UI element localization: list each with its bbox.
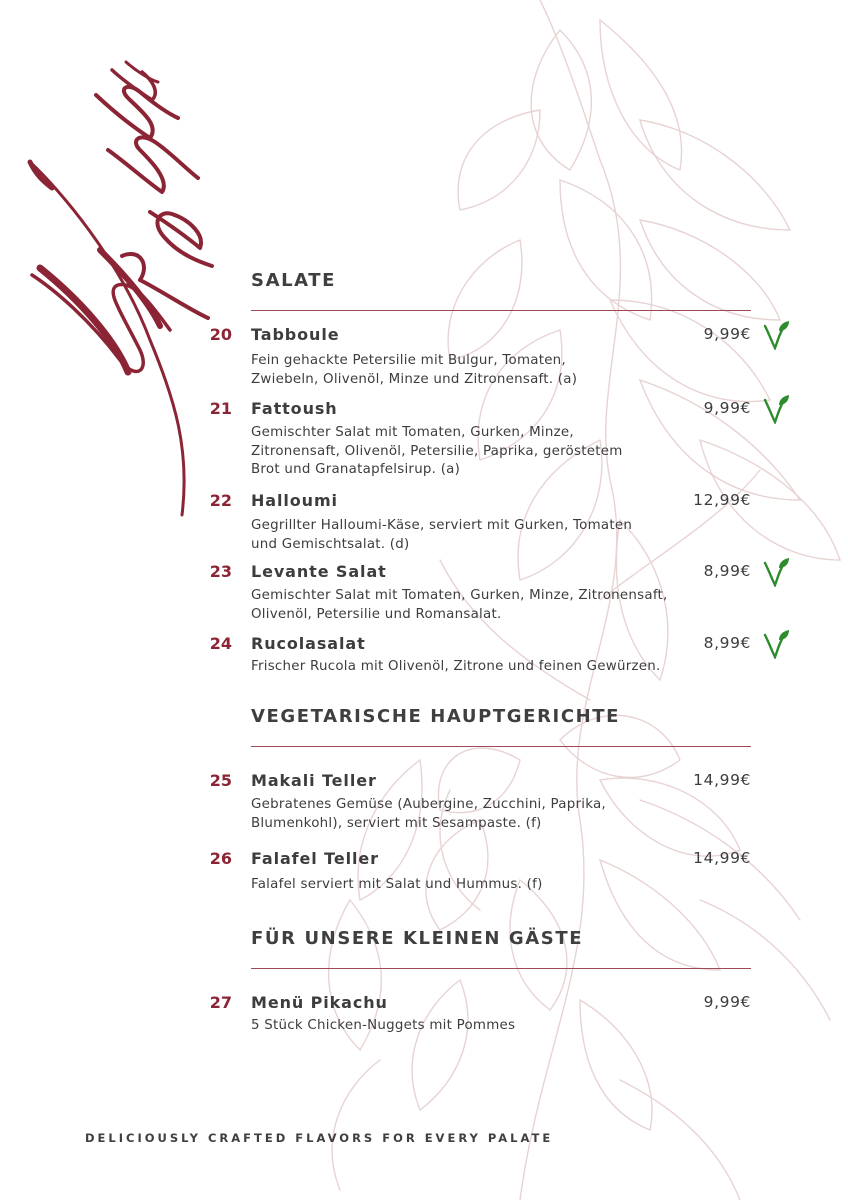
item-name: Tabboule (251, 325, 340, 344)
item-price: 14,99€ (693, 849, 751, 867)
vegan-leaf-icon (762, 557, 790, 587)
item-number: 23 (209, 562, 232, 581)
vegan-leaf-icon (762, 394, 790, 424)
item-description-line: Zitronensaft, Olivenöl, Petersilie, Paprika, geröstetem (251, 443, 623, 459)
item-name: Halloumi (251, 491, 338, 510)
item-name: Menü Pikachu (251, 993, 388, 1012)
item-description-line: Olivenöl, Petersilie und Romansalat. (251, 606, 502, 622)
section-title-kleine-gaeste: FÜR UNSERE KLEINEN GÄSTE (251, 928, 584, 949)
item-number: 20 (209, 325, 232, 344)
item-price: 12,99€ (693, 491, 751, 509)
item-number: 21 (209, 399, 232, 418)
item-description-line: 5 Stück Chicken-Nuggets mit Pommes (251, 1018, 516, 1033)
section-divider (251, 968, 751, 969)
item-description-line: Zwiebeln, Olivenöl, Minze und Zitronensaft. (a) (251, 371, 578, 387)
item-name: Rucolasalat (251, 634, 366, 653)
item-number: 22 (209, 491, 232, 510)
vegan-leaf-icon (762, 320, 790, 350)
item-description-line: Blumenkohl), serviert mit Sesampaste. (f) (251, 815, 542, 831)
item-description-line: Frischer Rucola mit Olivenöl, Zitrone und feinen Gewürzen. (251, 659, 661, 674)
item-description-line: Gemischter Salat mit Tomaten, Gurken, Minze, Zitronensaft, (251, 588, 668, 603)
item-description-line: Gegrillter Halloumi-Käse, serviert mit Gurken, Tomaten (251, 518, 633, 533)
menu-script-title (0, 0, 230, 540)
footer-tagline: DELICIOUSLY CRAFTED FLAVORS FOR EVERY PALATE (85, 1131, 554, 1145)
section-title-salate: SALATE (251, 270, 337, 291)
item-name: Falafel Teller (251, 849, 379, 868)
item-number: 27 (209, 993, 232, 1012)
item-number: 24 (209, 634, 232, 653)
item-name: Levante Salat (251, 562, 387, 581)
item-description-line: und Gemischtsalat. (d) (251, 536, 410, 552)
item-description-line: Gebratenes Gemüse (Aubergine, Zucchini, Paprika, (251, 797, 606, 812)
item-description-line: Fein gehackte Petersilie mit Bulgur, Tomaten, (251, 353, 566, 368)
item-price: 8,99€ (703, 634, 751, 652)
section-title-vegetarische-hauptgerichte: VEGETARISCHE HAUPTGERICHTE (251, 706, 621, 727)
section-divider (251, 310, 751, 311)
item-price: 9,99€ (703, 399, 751, 417)
item-description-line: Falafel serviert mit Salat und Hummus. (f) (251, 877, 543, 892)
item-name: Fattoush (251, 399, 338, 418)
item-number: 26 (209, 849, 232, 868)
item-price: 14,99€ (693, 771, 751, 789)
item-description-line: Gemischter Salat mit Tomaten, Gurken, Minze, (251, 425, 574, 440)
item-price: 9,99€ (703, 993, 751, 1011)
item-name: Makali Teller (251, 771, 377, 790)
item-price: 8,99€ (703, 562, 751, 580)
section-divider (251, 746, 751, 747)
item-number: 25 (209, 771, 232, 790)
item-description-line: Brot und Granatapfelsirup. (a) (251, 462, 461, 477)
item-price: 9,99€ (703, 325, 751, 343)
vegan-leaf-icon (762, 629, 790, 659)
